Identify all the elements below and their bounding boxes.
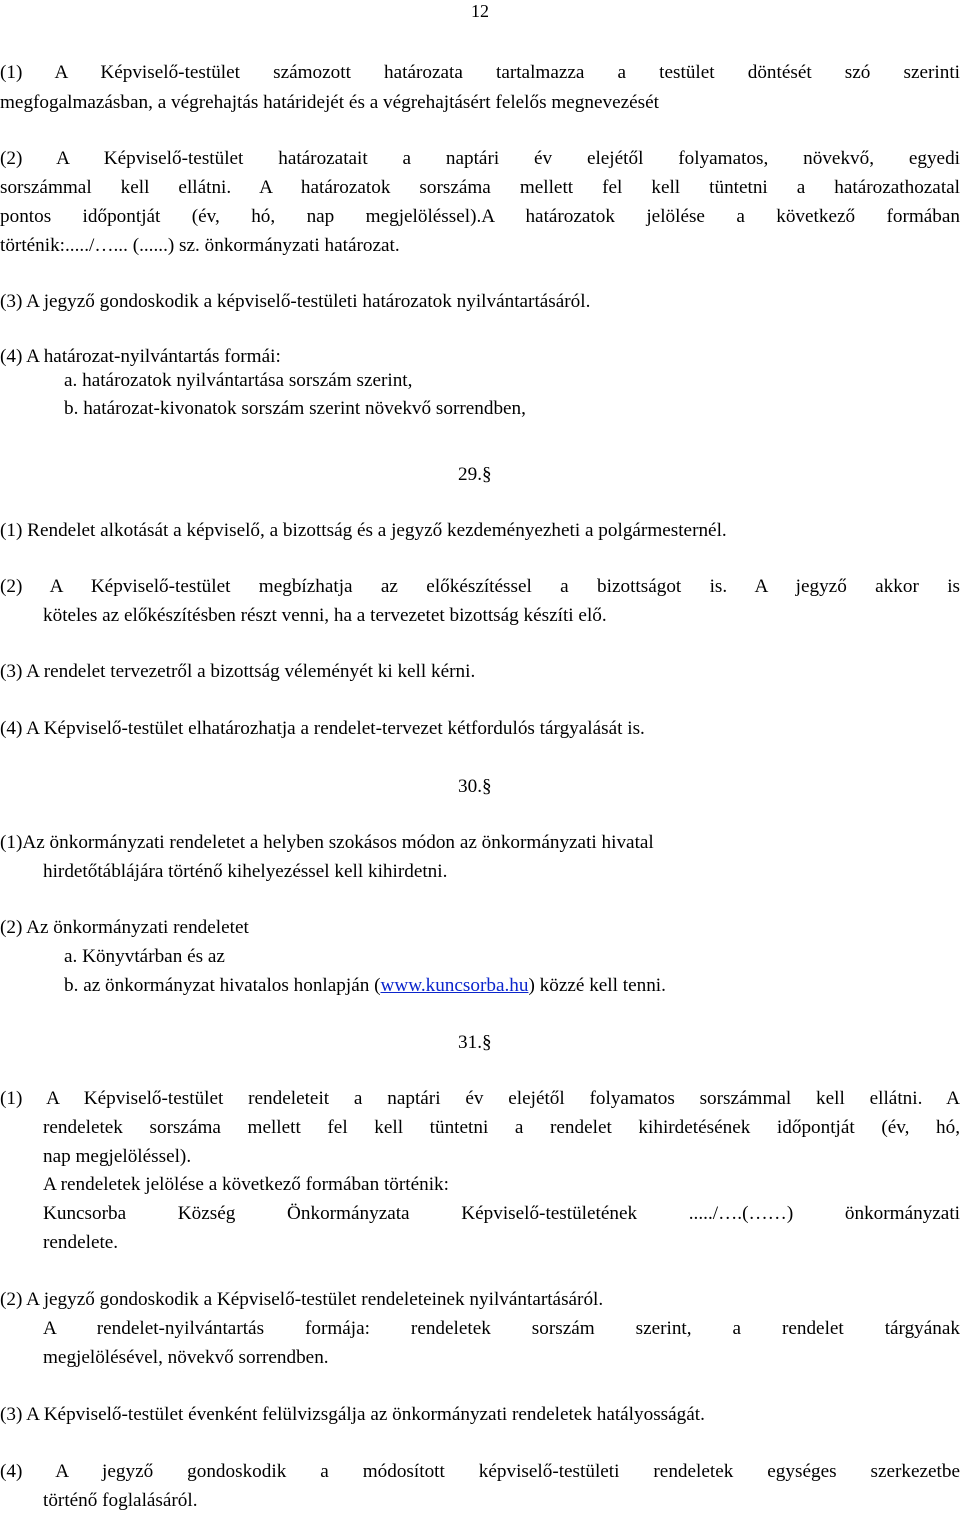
list-item-b: b. határozat-kivonatok sorszám szerint növekvő sorrendben, [64,398,526,419]
para-28-2-line4: történik:...../…... (......) sz. önkormányzati határozat. [0,235,400,256]
para-31-1-line4: A rendeletek jelölése a következő formában történik: [43,1174,449,1195]
para-30-2-line1: (2) Az önkormányzati rendeletet [0,917,249,938]
para-31-1-line6: rendelete. [43,1232,119,1253]
para-30-1-line1: (1)Az önkormányzati rendeletet a helyben szokásos módon az önkormányzati hivatal [0,832,654,853]
para-29-1: (1) Rendelet alkotását a képviselő, a bizottság és a jegyző kezdeményezheti a polgármesternél. [0,520,727,541]
section-heading-30: 30.§ [458,776,492,797]
list-item-a: a. határozatok nyilvántartása sorszám szerint, [64,370,413,391]
list-item-b [64,971,960,1000]
section-heading-31: 31.§ [458,1032,492,1053]
para-31-1-line1: (1) A Képviselő-testület rendeleteit a naptári év elejétől folyamatos sorszámmal kell ellátni. A [0,1088,960,1109]
para-31-1-line5: Kuncsorba Község Önkormányzata Képviselő-testületének ...../….(……) önkormányzati [43,1203,960,1224]
para-31-2-line3: megjelölésével, növekvő sorrendben. [43,1347,329,1368]
para-28-2-line3: pontos időpontját (év, hó, nap megjelöléssel).A határozatok jelölése a következő formában [0,206,960,227]
website-link[interactable]: www.kuncsorba.hu [380,975,529,996]
section-heading-29: 29.§ [458,464,492,485]
para-31-4-line2: történő foglalásáról. [43,1490,198,1511]
para-29-2-line2: köteles az előkészítésben részt venni, ha a tervezetet bizottság készíti elő. [43,605,607,626]
para-29-3: (3) A rendelet tervezetről a bizottság véleményét ki kell kérni. [0,661,476,682]
para-28-2-line2: sorszámmal kell ellátni. A határozatok sorszáma mellett fel kell tüntetni a határozathozatal [0,177,960,198]
para-31-3: (3) A Képviselő-testület évenként felülvizsgálja az önkormányzati rendeletek hatályosságát. [0,1404,705,1425]
list-item-b-prefix: b. az önkormányzat hivatalos honlapján ( [64,975,381,996]
page-number: 12 [471,1,489,21]
list-item-b-suffix: ) közzé kell tenni. [528,975,666,996]
para-28-1-line2: megfogalmazásban, a végrehajtás határidejét és a végrehajtásért felelős megnevezését [0,92,659,113]
para-31-2-line1: (2) A jegyző gondoskodik a Képviselő-testület rendeleteinek nyilvántartásáról. [0,1289,604,1310]
para-29-2-line1: (2) A Képviselő-testület megbízhatja az előkészítéssel a bizottságot is. A jegyző akkor is [0,576,960,597]
para-29-4: (4) A Képviselő-testület elhatározhatja a rendelet-tervezet kétfordulós tárgyalását is. [0,718,645,739]
para-28-1-line1: (1) A Képviselő-testület számozott határozata tartalmazza a testület döntését szó szerinti [0,62,960,83]
list-item-a: a. Könyvtárban és az [64,946,225,967]
para-31-1-line3: nap megjelöléssel). [43,1146,192,1167]
para-28-2-line1: (2) A Képviselő-testület határozatait a naptári év elejétől folyamatos, növekvő, egyedi [0,148,960,169]
para-31-1-line2: rendeletek sorszáma mellett fel kell tüntetni a rendelet kihirdetésének időpontját (év, hó, [43,1117,960,1138]
para-30-1-line2: hirdetőtáblájára történő kihelyezéssel kell kihirdetni. [43,861,448,882]
para-28-4-line1: (4) A határozat-nyilvántartás formái: [0,346,281,367]
para-31-4-line1: (4) A jegyző gondoskodik a módosított képviselő-testületi rendeletek egységes szerkezetbe [0,1461,960,1482]
para-31-2-line2: A rendelet-nyilvántartás formája: rendeletek sorszám szerint, a rendelet tárgyának [43,1318,960,1339]
para-28-3: (3) A jegyző gondoskodik a képviselő-testületi határozatok nyilvántartásáról. [0,291,591,312]
